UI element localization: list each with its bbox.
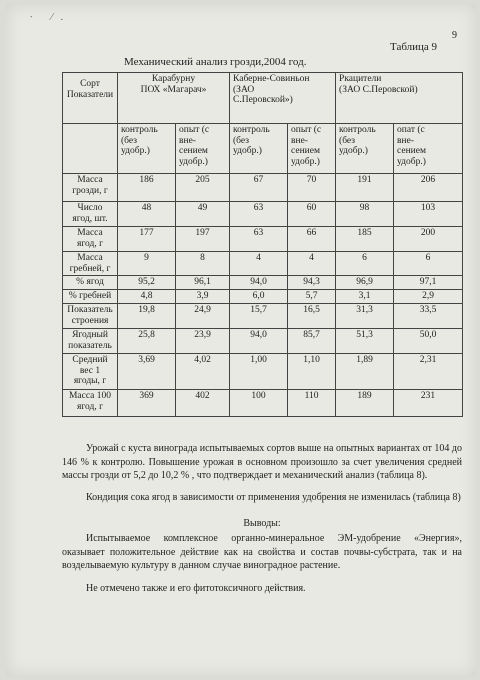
value-cell: 185: [336, 227, 394, 252]
row-label: Число ягод, шт.: [63, 202, 118, 227]
value-cell: 4,02: [176, 353, 230, 389]
value-cell: 25,8: [118, 328, 176, 353]
paragraph-toxicity: Не отмечено также и его фитотоксичного действия.: [86, 583, 306, 594]
table-row: [63, 328, 463, 353]
row-label: Показатель строения: [63, 303, 118, 328]
scan-specks: ∙ ⁄.: [30, 12, 72, 23]
value-cell: 103: [394, 202, 463, 227]
value-cell: 1,00: [230, 353, 288, 389]
value-cell: 85,7: [288, 328, 336, 353]
value-cell: 3,1: [336, 289, 394, 303]
table-row: [63, 227, 463, 252]
value-cell: 191: [336, 174, 394, 202]
table-row: [63, 202, 463, 227]
value-cell: 206: [394, 174, 463, 202]
value-cell: 49: [176, 202, 230, 227]
table-row: [63, 174, 463, 202]
value-cell: 2,31: [394, 353, 463, 389]
value-cell: 6,0: [230, 289, 288, 303]
subheader-cell: контроль (без удобр.): [336, 124, 394, 174]
row-label: % гребней: [63, 289, 118, 303]
subheader-cell: контроль (без удобр.): [118, 124, 176, 174]
value-cell: 110: [288, 389, 336, 416]
value-cell: 51,3: [336, 328, 394, 353]
value-cell: 60: [288, 202, 336, 227]
value-cell: 2,9: [394, 289, 463, 303]
value-cell: 3,9: [176, 289, 230, 303]
value-cell: 96,9: [336, 276, 394, 290]
value-cell: 23,9: [176, 328, 230, 353]
value-cell: 1,10: [288, 353, 336, 389]
table-title: Механический анализ грозди,2004 год.: [124, 56, 307, 68]
value-cell: 63: [230, 227, 288, 252]
value-cell: 31,3: [336, 303, 394, 328]
value-cell: 8: [176, 252, 230, 276]
value-cell: 177: [118, 227, 176, 252]
value-cell: 100: [230, 389, 288, 416]
table-label: Таблица 9: [390, 41, 438, 53]
value-cell: 205: [176, 174, 230, 202]
table-row: [63, 389, 463, 416]
variety-header: Карабурну ПОХ «Магарач»: [118, 73, 230, 124]
value-cell: 3,69: [118, 353, 176, 389]
value-cell: 19,8: [118, 303, 176, 328]
value-cell: 4,8: [118, 289, 176, 303]
value-cell: 66: [288, 227, 336, 252]
row-label: Масса гребней, г: [63, 252, 118, 276]
value-cell: 369: [118, 389, 176, 416]
value-cell: 50,0: [394, 328, 463, 353]
value-cell: 1,89: [336, 353, 394, 389]
value-cell: 4: [288, 252, 336, 276]
value-cell: 5,7: [288, 289, 336, 303]
conclusions-heading: Выводы:: [243, 518, 281, 529]
paragraph-juice: Кондиция сока ягод в зависимости от применения удобрения не изменилась (таблица 8): [86, 492, 461, 503]
subheader-cell: опыт (с вне- сением удобр.): [176, 124, 230, 174]
value-cell: 189: [336, 389, 394, 416]
value-cell: 63: [230, 202, 288, 227]
value-cell: 4: [230, 252, 288, 276]
table-row: [63, 353, 463, 389]
paragraph-conclusion: Испытываемое комплексное органно-минеральное ЭМ-удобрение «Энергия», оказывает положительное действие как на свойства и состав почвы-субстрата, так и на возделываемую культуру в данном случае виноградное растение.: [62, 533, 462, 571]
value-cell: 24,9: [176, 303, 230, 328]
table-row: [63, 252, 463, 276]
value-cell: 97,1: [394, 276, 463, 290]
subheader-cell: контроль (без удобр.): [230, 124, 288, 174]
value-cell: 16,5: [288, 303, 336, 328]
row-label: Ягодный показатель: [63, 328, 118, 353]
value-cell: 197: [176, 227, 230, 252]
variety-header: Ркацители (ЗАО С.Перовской): [336, 73, 463, 124]
row-label: Средний вес 1 ягоды, г: [63, 353, 118, 389]
value-cell: 94,0: [230, 276, 288, 290]
row-label: % ягод: [63, 276, 118, 290]
value-cell: 94,3: [288, 276, 336, 290]
value-cell: 96,1: [176, 276, 230, 290]
table-row: [63, 303, 463, 328]
value-cell: 6: [336, 252, 394, 276]
value-cell: 48: [118, 202, 176, 227]
row-label: Масса 100 ягод, г: [63, 389, 118, 416]
table-row: [63, 289, 463, 303]
row-label: Масса ягод, г: [63, 227, 118, 252]
variety-header: Каберне-Совиньон (ЗАО С.Перовской»): [230, 73, 336, 124]
corner-header: Сорт Показатели: [63, 73, 118, 124]
value-cell: 186: [118, 174, 176, 202]
value-cell: 15,7: [230, 303, 288, 328]
row-label: Масса грозди, г: [63, 174, 118, 202]
value-cell: 200: [394, 227, 463, 252]
empty-cell: [63, 124, 118, 174]
value-cell: 95,2: [118, 276, 176, 290]
value-cell: 6: [394, 252, 463, 276]
value-cell: 67: [230, 174, 288, 202]
value-cell: 94,0: [230, 328, 288, 353]
page-number: 9: [452, 30, 457, 41]
value-cell: 9: [118, 252, 176, 276]
subheader-cell: опат (с вне- сением удобр.): [394, 124, 463, 174]
value-cell: 98: [336, 202, 394, 227]
value-cell: 33,5: [394, 303, 463, 328]
value-cell: 231: [394, 389, 463, 416]
mechanical-analysis-table: [62, 72, 463, 417]
paragraph-yield: Урожай с куста винограда испытываемых сортов выше на опытных вариантах от 104 до 146 % к контролю. Повышение урожая в основном произошло за счет увеличения средней массы грозди от 5,2 до 10,2 % , что подтверждает и механический анализ (таблица 8).: [62, 443, 462, 481]
subheader-cell: опыт (с вне- сением удобр.): [288, 124, 336, 174]
value-cell: 70: [288, 174, 336, 202]
table-row: [63, 276, 463, 290]
value-cell: 402: [176, 389, 230, 416]
